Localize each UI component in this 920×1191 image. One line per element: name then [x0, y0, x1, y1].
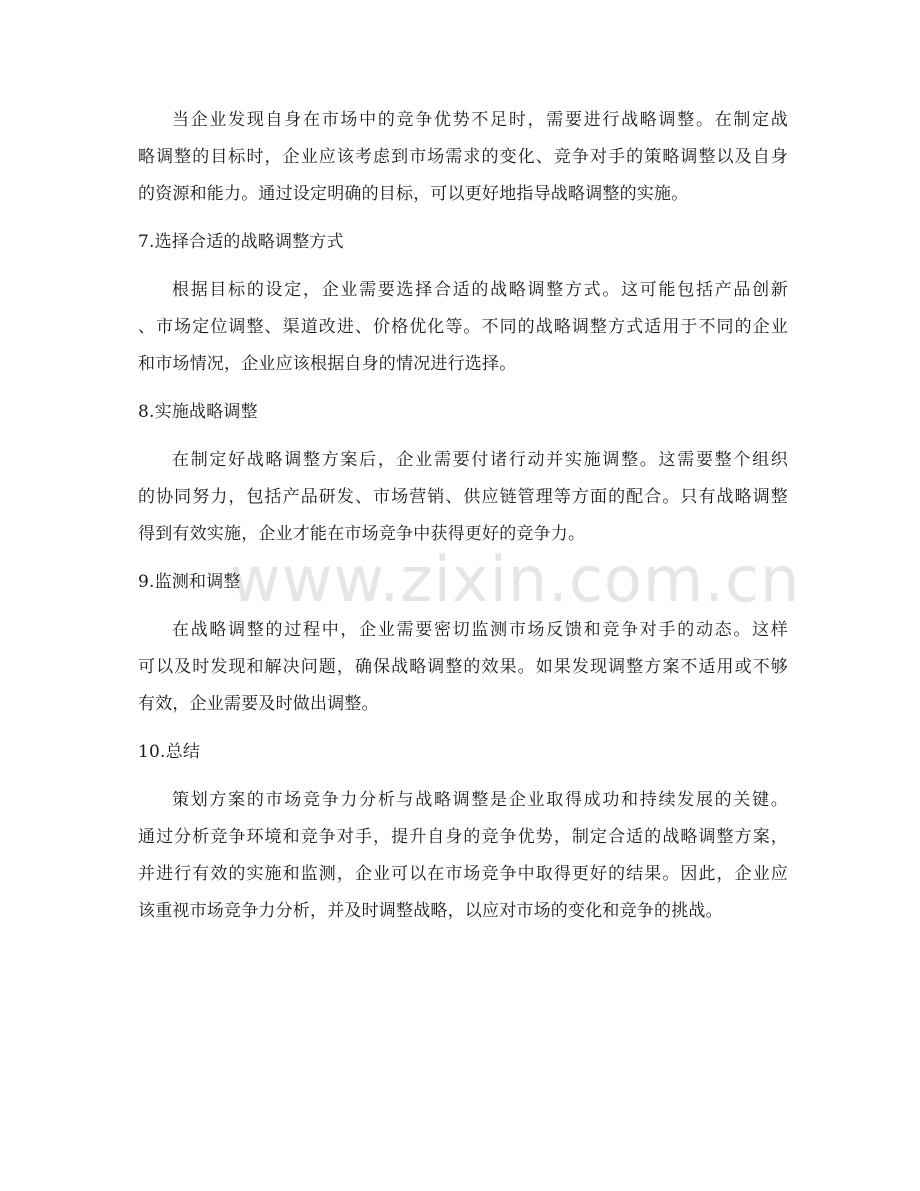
- paragraph-line: 策划方案的市场竞争力分析与战略调整是企业取得成功和持续发展的关键。: [172, 790, 788, 810]
- paragraph-line: 的协同努力，包括产品研发、市场营销、供应链管理等方面的配合。只有战略调整: [138, 487, 788, 507]
- paragraph-line: 和市场情况，企业应该根据自身的情况进行选择。: [138, 354, 517, 374]
- paragraph-line: 有效，企业需要及时做出调整。: [138, 694, 379, 714]
- paragraph-line: 通过分析竞争环境和竞争对手，提升自身的竞争优势，制定合适的战略调整方案，: [138, 827, 788, 847]
- paragraph-line: 该重视市场竞争力分析，并及时调整战略，以应对市场的变化和竞争的挑战。: [138, 901, 723, 921]
- paragraph-line: 得到有效实施，企业才能在市场竞争中获得更好的竞争力。: [138, 524, 586, 544]
- paragraph-line: 略调整的目标时，企业应该考虑到市场需求的变化、竞争对手的策略调整以及自身: [138, 147, 788, 167]
- section-heading: 7.选择合适的战略调整方式: [138, 232, 344, 252]
- paragraph-line: 在战略调整的过程中，企业需要密切监测市场反馈和竞争对手的动态。这样: [172, 620, 788, 640]
- section-heading: 9.监测和调整: [138, 572, 241, 592]
- section-heading: 8.实施战略调整: [138, 402, 258, 422]
- paragraph-line: 并进行有效的实施和监测，企业可以在市场竞争中取得更好的结果。因此，企业应: [138, 864, 788, 884]
- paragraph-line: 的资源和能力。通过设定明确的目标，可以更好地指导战略调整的实施。: [138, 184, 689, 204]
- section-heading: 10.总结: [138, 742, 201, 762]
- paragraph-line: 根据目标的设定，企业需要选择合适的战略调整方式。这可能包括产品创新: [172, 280, 788, 300]
- paragraph-line: 可以及时发现和解决问题，确保战略调整的效果。如果发现调整方案不适用或不够: [138, 657, 788, 677]
- watermark-text: www.zixin.com.cn: [230, 543, 801, 616]
- paragraph-line: 在制定好战略调整方案后，企业需要付诸行动并实施调整。这需要整个组织: [172, 450, 788, 470]
- paragraph-line: 、市场定位调整、渠道改进、价格优化等。不同的战略调整方式适用于不同的企业: [138, 317, 788, 337]
- paragraph-line: 当企业发现自身在市场中的竞争优势不足时，需要进行战略调整。在制定战: [172, 110, 788, 130]
